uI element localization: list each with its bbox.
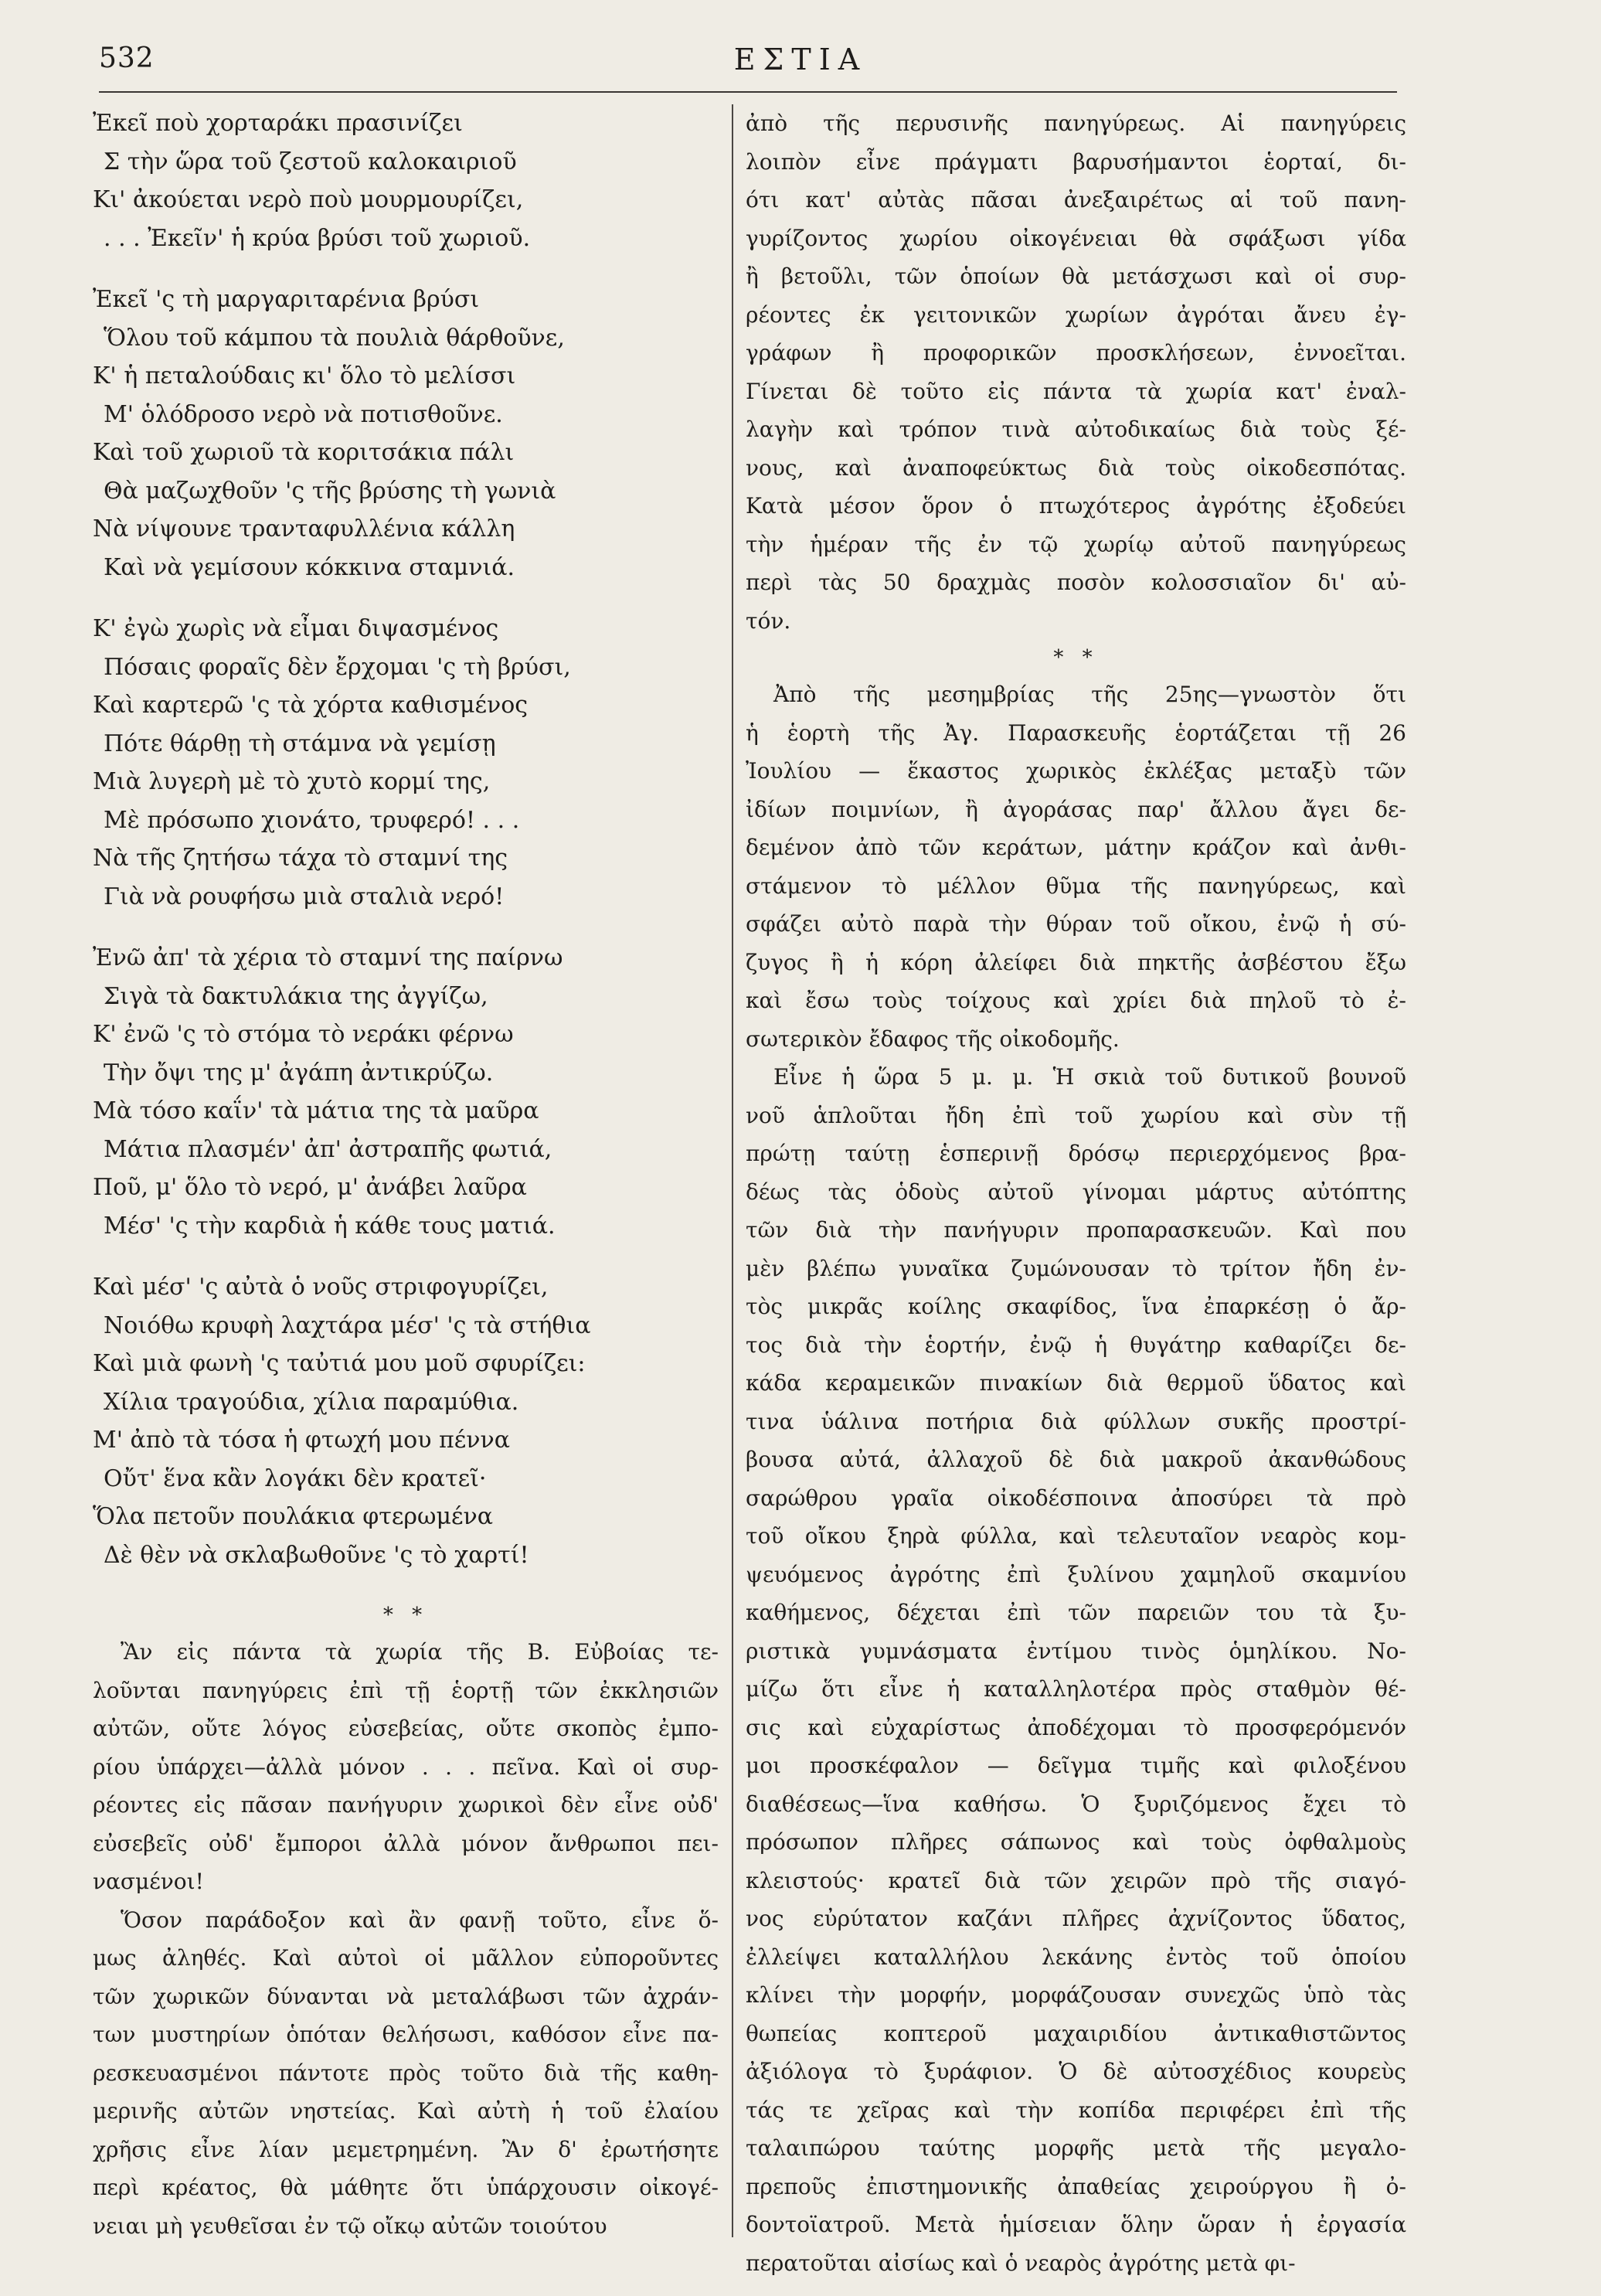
text-line: ζυγος ἢ ἡ κόρη ἀλείφει διὰ πηκτῆς ἀσβέστου ἔξω — [746, 949, 1406, 975]
text-line: κάδα κεραμεικῶν πινακίων διὰ θερμοῦ ὕδατος καὶ — [746, 1370, 1406, 1396]
text-line: ἰδίων ποιμνίων, ἢ ἀγοράσας παρ' ἄλλου ἄγει δε- — [746, 796, 1406, 822]
text-line: ριστικὰ γυμνάσματα ἐντίμου τινὸς ὁμηλίκου. Νο- — [746, 1638, 1406, 1664]
text-line: νοῦ ἁπλοῦται ἤδη ἐπὶ τοῦ χωρίου καὶ σὺν τῇ — [746, 1102, 1406, 1128]
text-line: νασμένοι! — [93, 1869, 204, 1894]
text-line: Εἶνε ἡ ὥρα 5 μ. μ. Ἡ σκιὰ τοῦ δυτικοῦ βουνοῦ — [773, 1064, 1406, 1090]
header-rule — [99, 91, 1397, 93]
poem-verse: Καὶ νὰ γεμίσουν κόκκινα σταμνιά. — [104, 553, 515, 581]
page-number: 532 — [99, 43, 155, 74]
text-line: μερινῆς αὐτῶν νηστείας. Καὶ αὐτὴ ἡ τοῦ ἐλαίου — [93, 2098, 719, 2124]
text-line: ότι κατ' αὐτὰς πᾶσαι ἀνεξαιρέτως αἱ τοῦ πανη- — [746, 187, 1406, 213]
text-line: ρίου ὑπάρχει—ἀλλὰ μόνον . . . πεῖνα. Καὶ οἱ συρ- — [93, 1753, 719, 1780]
text-line: ἡ ἑορτὴ τῆς Ἀγ. Παρασκευῆς ἑορτάζεται τῇ 26 — [746, 719, 1406, 746]
text-line: νος εὐρύτατον καζάνι πλῆρες ἀχνίζοντος ὕδατος, — [746, 1906, 1406, 1931]
poem-verse: Καὶ τοῦ χωριοῦ τὰ κοριτσάκια πάλι — [93, 439, 515, 466]
text-line: λοῦνται πανηγύρεις ἐπὶ τῇ ἑορτῇ τῶν ἐκκλησιῶν — [93, 1677, 719, 1703]
text-line: των μυστηρίων ὁπόταν θελήσωσι, καθόσον εἶνε πα- — [93, 2022, 719, 2047]
poem-stanza — [93, 281, 719, 587]
text-line: Ἂν εἰς πάντα τὰ χωρία τῆς Β. Εὐβοίας τε- — [121, 1639, 719, 1665]
poem-stanza — [93, 1268, 719, 1574]
text-line: λαγὴν καὶ τρόπον τινὰ αὐτοδικαίως διὰ τοὺς ξέ- — [746, 417, 1406, 442]
poem-verse: Πότε θάρθῃ τὴ στάμνα νὰ γεμίσῃ — [104, 730, 496, 757]
poem — [93, 104, 719, 1574]
text-line: τῶν διὰ τὴν πανήγυριν προπαρασκευῶν. Καὶ που — [746, 1217, 1406, 1243]
right-prose-intro — [746, 104, 1406, 640]
text-line: δεμένον ἀπὸ τῶν κεράτων, μάτην κράζον καὶ ἀνθι- — [746, 835, 1406, 860]
text-line: περὶ τὰς 50 δραχμὰς ποσὸν κολοσσιαῖον δι' αὐ- — [746, 570, 1406, 595]
text-line: δοντοϊατροῦ. Μετὰ ἡμίσειαν ὅλην ὥραν ἡ ἐργασία — [746, 2212, 1406, 2237]
text-line: τόν. — [746, 607, 791, 634]
poem-verse: Τὴν ὄψι της μ' ἀγάπη ἀντικρύζω. — [104, 1059, 494, 1087]
text-line: σαρώθρου γραῖα οἰκοδέσποινα ἀποσύρει τὰ πρὸ — [746, 1485, 1406, 1511]
poem-verse: Νὰ νίψουνε τρανταφυλλένια κάλλη — [93, 515, 515, 543]
text-line: Γίνεται δὲ τοῦτο εἰς πάντα τὰ χωρία κατ' ἐναλ- — [746, 378, 1406, 404]
text-line: νειαι μὴ γευθεῖσαι ἐν τῷ οἴκῳ αὐτῶν τοιούτου — [93, 2213, 607, 2239]
right-prose-evening — [746, 1058, 1406, 2282]
poem-verse: Μέσ' 'ς τὴν καρδιὰ ἡ κάθε τους ματιά. — [104, 1212, 556, 1240]
poem-verse: Ἐνῶ ἀπ' τὰ χέρια τὸ σταμνί της παίρνω — [93, 944, 563, 971]
poem-verse: Νὰ τῆς ζητήσω τάχα τὸ σταμνί της — [93, 845, 508, 872]
text-line: ρέοντες ἐκ γειτονικῶν χωρίων ἀγρόται ἄνευ ἐγ- — [746, 301, 1406, 328]
text-line: κλίνει τὴν μορφήν, μορφάζουσαν συνεχῶς ὑπὸ τὰς — [746, 1982, 1406, 2008]
poem-verse: Οὔτ' ἕνα κἂν λογάκι δὲν κρατεῖ· — [104, 1464, 487, 1492]
poem-verse: Νοιόθω κρυφὴ λαχτάρα μέσ' 'ς τὰ στήθια — [104, 1311, 591, 1339]
text-line: ρεσκευασμένοι πάντοτε πρὸς τοῦτο διὰ τῆς καθη- — [93, 2060, 719, 2086]
text-line: γράφων ἢ προφορικῶν προσκλήσεων, ἐννοεῖται. — [746, 340, 1406, 366]
poem-verse: Ἐκεῖ ποὺ χορταράκι πρασινίζει — [93, 110, 463, 137]
column-divider — [732, 104, 733, 2237]
text-line: ψευόμενος ἀγρότης ἐπὶ ξυλίνου χαμηλοῦ σκαμνίου — [746, 1561, 1406, 1587]
text-line: ρέοντες εἰς πᾶσαν πανήγυριν χωρικοὶ δὲν εἶνε οὐδ' — [93, 1792, 719, 1818]
poem-verse: . . . Ἐκεῖν' ἡ κρύα βρύσι τοῦ χωριοῦ. — [104, 224, 531, 252]
text-line: Ἰουλίου — ἕκαστος χωρικὸς ἐκλέξας μεταξὺ τῶν — [746, 758, 1406, 784]
poem-verse: Μάτια πλασμέν' ἀπ' ἀστραπῆς φωτιά, — [104, 1135, 552, 1163]
poem-stanza — [93, 104, 719, 257]
text-line: θωπείας κοπτεροῦ μαχαιριδίου ἀντικαθιστῶντος — [746, 2020, 1406, 2046]
poem-verse: Καὶ μιὰ φωνὴ 'ς ταὐτιά μου μοῦ σφυρίζει: — [93, 1350, 586, 1377]
poem-stanza — [93, 939, 719, 1245]
text-line: ἢ βετοῦλι, τῶν ὁποίων θὰ μετάσχωσι καὶ οἱ συρ- — [746, 264, 1406, 289]
text-line: σις καὶ εὐχαρίστως ἀποδέχομαι τὸ προσφερόμενόν — [746, 1714, 1406, 1740]
poem-verse: Σ τὴν ὥρα τοῦ ζεστοῦ καλοκαιριοῦ — [104, 148, 517, 175]
poem-stanza — [93, 610, 719, 916]
text-line: μὲν βλέπω γυναῖκα ζυμώνουσαν τὸ τρίτον ἤδη ἐν- — [746, 1255, 1406, 1281]
left-column — [93, 104, 719, 2245]
poem-verse: Ὅλα πετοῦν πουλάκια φτερωμένα — [93, 1503, 494, 1530]
text-line: καθήμενος, δέχεται ἐπὶ τῶν παρειῶν του τὰ ξυ- — [746, 1600, 1406, 1625]
text-line: τάς τε χεῖρας καὶ τὴν κοπίδα περιφέρει ἐπὶ τῆς — [746, 2097, 1406, 2123]
text-line: κλειστούς· κρατεῖ διὰ τῶν χειρῶν πρὸ τῆς σιαγό- — [746, 1867, 1406, 1893]
text-line: λοιπὸν εἶνε πράγματι βαρυσήμαντοι ἑορταί, δι- — [746, 148, 1406, 175]
poem-verse: Δὲ θὲν νὰ σκλαβωθοῦνε 'ς τὸ χαρτί! — [104, 1541, 529, 1569]
poem-verse: Ἐκεῖ 'ς τὴ μαργαριταρένια βρύσι — [93, 286, 480, 313]
poem-verse: Κ' ἡ πεταλούδαις κι' ὅλο τὸ μελίσσι — [93, 362, 516, 389]
left-prose — [93, 1633, 719, 2245]
text-line: πρεποῦς ἐπιστημονικῆς ἀπαθείας χειρούργου ἢ ὀ- — [746, 2173, 1406, 2199]
text-line: ἐλλείψει καταλλήλου λεκάνης ἐντὸς τοῦ ὁποίου — [746, 1944, 1406, 1970]
poem-verse: Πόσαις φοραῖς δὲν ἔρχομαι 'ς τὴ βρύσι, — [104, 653, 571, 681]
text-line: Ἀπὸ τῆς μεσημβρίας τῆς 25ης—γνωστὸν ὅτι — [773, 682, 1406, 707]
journal-title: ΕΣΤΙΑ — [733, 43, 868, 77]
text-line: τος διὰ τὴν ἑορτήν, ἐνῷ ἡ θυγάτηρ καθαρίζει δε- — [746, 1332, 1406, 1358]
text-line: τῶν χωρικῶν δύνανται νὰ μεταλάβωσι τῶν ἀχράν- — [93, 1983, 719, 2009]
text-line: ἀξιόλογα τὸ ξυράφιον. Ὁ δὲ αὐτοσχέδιος κουρεὺς — [746, 2059, 1406, 2084]
poem-verse: Μιὰ λυγερὴ μὲ τὸ χυτὸ κορμί της, — [93, 768, 491, 795]
page-header — [0, 43, 1601, 89]
text-line: πρόσωπον πλῆρες σάπωνος καὶ τοὺς ὀφθαλμοὺς — [746, 1829, 1406, 1855]
right-column — [746, 104, 1406, 2282]
poem-verse: Γιὰ νὰ ρουφήσω μιὰ σταλιὰ νερό! — [104, 883, 505, 910]
text-line: περατοῦται αἰσίως καὶ ὁ νεαρὸς ἀγρότης μετὰ φι- — [746, 2250, 1296, 2276]
text-line: μως ἀληθές. Καὶ αὐτοὶ οἱ μᾶλλον εὐποροῦντες — [93, 1945, 719, 1971]
text-line: βουσα αὐτά, ἀλλαχοῦ δὲ διὰ μακροῦ ἀκανθώδους — [746, 1447, 1406, 1472]
text-line: στάμενον τὸ μέλλον θῦμα τῆς πανηγύρεως, καὶ — [746, 872, 1406, 899]
text-line: τὸς μικρᾶς κοίλης σκαφίδος, ἵνα ἐπαρκέσῃ ὁ ἄρ- — [746, 1294, 1406, 1319]
text-line: νους, καὶ ἀναποφεύκτως διὰ τοὺς οἰκοδεσπότας. — [746, 454, 1406, 481]
text-line: γυρίζοντος χωρίου οἰκογένειαι θὰ σφάξωσι γίδα — [746, 225, 1406, 251]
text-line: σφάζει αὐτὸ παρὰ τὴν θύραν τοῦ οἴκου, ἐνῷ ἡ σύ- — [746, 911, 1406, 937]
text-line: περὶ κρέατος, θὰ μάθητε ὅτι ὑπάρχουσιν οἰκογέ- — [93, 2175, 719, 2200]
poem-verse: Μὲ πρόσωπο χιονάτο, τρυφερό! . . . — [104, 806, 520, 834]
text-line: διαθέσεως—ἵνα καθήσω. Ὁ ξυριζόμενος ἔχει τὸ — [746, 1791, 1406, 1817]
poem-verse: Ὅλου τοῦ κάμπου τὰ πουλιὰ θάρθοῦνε, — [104, 324, 565, 352]
text-line: δέως τὰς ὁδοὺς αὐτοῦ γίνομαι μάρτυς αὐτόπτης — [746, 1179, 1406, 1205]
poem-verse: Μὰ τόσο καΐν' τὰ μάτια της τὰ μαῦρα — [93, 1097, 539, 1124]
poem-verse: Θὰ μαζωχθοῦν 'ς τῆς βρύσης τὴ γωνιὰ — [104, 477, 556, 505]
text-line: χρῆσις εἶνε λίαν μεμετρημένη. Ἂν δ' ἐρωτήσητε — [93, 2136, 719, 2162]
text-line: Κατὰ μέσον ὅρον ὁ πτωχότερος ἀγρότης ἐξοδεύει — [746, 493, 1406, 519]
poem-verse: Σιγὰ τὰ δακτυλάκια της ἀγγίζω, — [104, 982, 488, 1010]
text-line: πρώτῃ ταύτῃ ἑσπερινῇ δρόσῳ περιερχόμενος βρα- — [746, 1141, 1406, 1166]
text-line: ταλαιπώρου ταύτης μορφῆς μετὰ τῆς μεγαλο- — [746, 2135, 1406, 2161]
text-line: τινα ὑάλινα ποτήρια διὰ φύλλων συκῆς προστρί- — [746, 1408, 1406, 1434]
right-prose-festival — [746, 675, 1406, 1058]
text-line: καὶ ἔσω τοὺς τοίχους καὶ χρίει διὰ πηλοῦ τὸ ἐ- — [746, 988, 1406, 1013]
poem-verse: Καὶ καρτερῶ 'ς τὰ χόρτα καθισμένος — [93, 692, 529, 719]
text-line: τοῦ οἴκου ξηρὰ φύλλα, καὶ τελευταῖον νεαρὸς κομ- — [746, 1523, 1406, 1549]
poem-verse: Μ' ὁλόδροσο νερὸ νὰ ποτισθοῦνε. — [104, 400, 503, 428]
text-line: τὴν ἡμέραν τῆς ἐν τῷ χωρίῳ αὐτοῦ πανηγύρεως — [746, 531, 1406, 557]
text-line: ἀπὸ τῆς περυσινῆς πανηγύρεως. Αἱ πανηγύρεις — [746, 111, 1406, 136]
poem-verse: Κι' ἀκούεται νερὸ ποὺ μουρμουρίζει, — [93, 186, 524, 213]
section-separator: * * — [1053, 646, 1099, 669]
poem-verse: Ποῦ, μ' ὅλο τὸ νερό, μ' ἀνάβει λαῦρα — [93, 1174, 527, 1201]
poem-verse: Καὶ μέσ' 'ς αὐτὰ ὁ νοῦς στριφογυρίζει, — [93, 1274, 549, 1301]
text-line: Ὅσον παράδοξον καὶ ἂν φανῇ τοῦτο, εἶνε ὅ- — [121, 1907, 719, 1933]
poem-verse: Κ' ἐνῶ 'ς τὸ στόμα τὸ νεράκι φέρνω — [93, 1021, 514, 1048]
text-line: αὐτῶν, οὔτε λόγος εὐσεβείας, οὔτε σκοπὸς ἐμπο- — [93, 1716, 719, 1741]
text-line: μίζω ὅτι εἶνε ἡ καταλληλοτέρα πρὸς σταθμὸν θέ- — [746, 1676, 1406, 1702]
poem-verse: Κ' ἐγὼ χωρὶς νὰ εἶμαι διψασμένος — [93, 615, 499, 642]
poem-verse: Μ' ἀπὸ τὰ τόσα ἡ φτωχή μου πέννα — [93, 1427, 510, 1454]
text-line: εὐσεβεῖς οὐδ' ἔμποροι ἀλλὰ μόνον ἄνθρωποι πει- — [93, 1830, 719, 1856]
poem-verse: Χίλια τραγούδια, χίλια παραμύθια. — [104, 1388, 519, 1416]
text-line: σωτερικὸν ἔδαφος τῆς οἰκοδομῆς. — [746, 1026, 1120, 1052]
text-line: μοι προσκέφαλον — δεῖγμα τιμῆς καὶ φιλοξένου — [746, 1753, 1406, 1778]
section-separator: * * — [382, 1604, 429, 1627]
